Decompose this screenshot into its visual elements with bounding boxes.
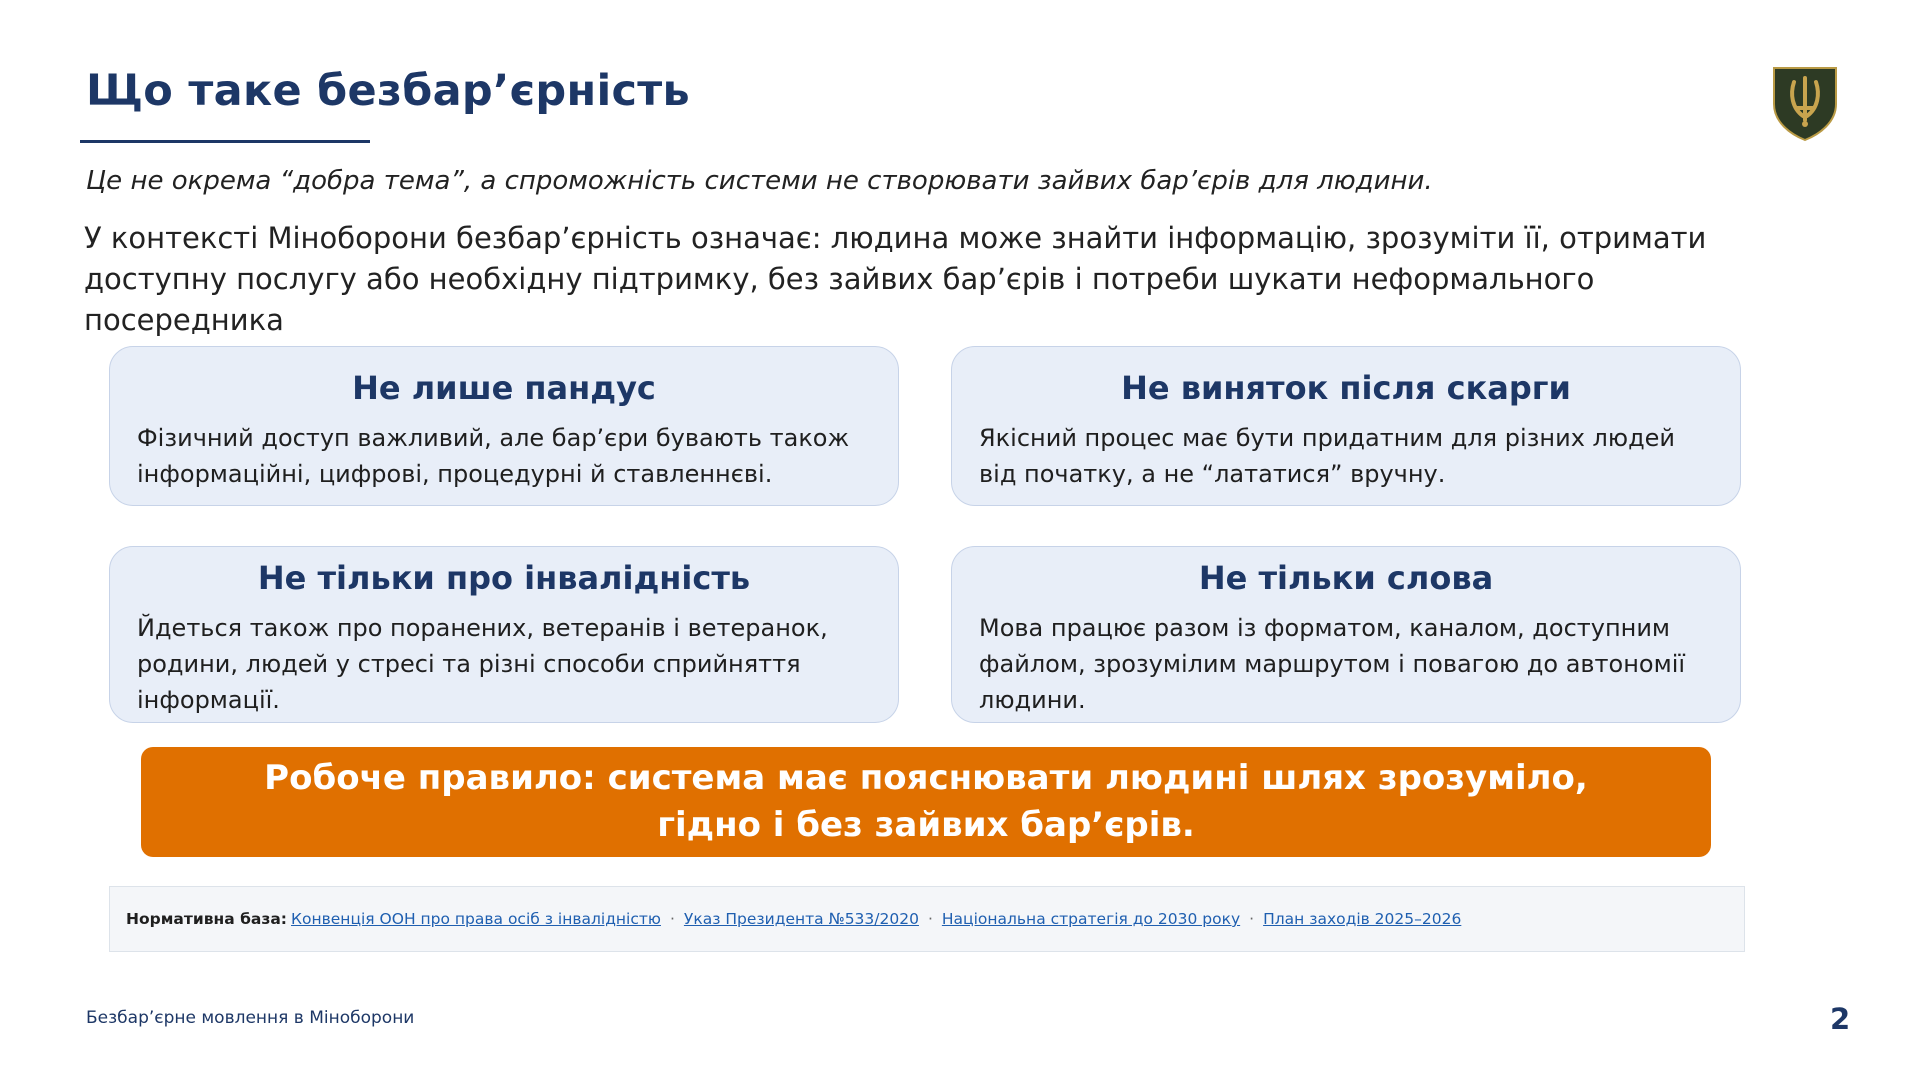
normative-base-bar xyxy=(109,886,1745,952)
footer-caption: Безбар’єрне мовлення в Міноборони xyxy=(86,1008,415,1028)
page-title: Що таке безбар’єрність xyxy=(86,66,691,116)
working-rule-banner xyxy=(141,747,1711,857)
card-line: людини. xyxy=(979,686,1086,714)
card-line: Йдеться також про поранених, ветеранів і ветеранок, xyxy=(137,614,828,642)
trident-shield-icon xyxy=(1770,64,1840,142)
link-presidential-decree[interactable]: Указ Президента №533/2020 xyxy=(683,910,919,928)
card-not-only-ramp xyxy=(109,346,899,506)
card-text xyxy=(979,420,1720,492)
link-action-plan[interactable]: План заходів 2025–2026 xyxy=(1263,910,1462,928)
card-title: Не тільки слова xyxy=(1198,559,1494,597)
rule-line: Робоче правило: система має пояснювати людині шлях зрозуміло, xyxy=(264,758,1588,798)
lead-line: доступну послугу або необхідну підтримку, без зайвих бар’єрів і потреби шукати неформального xyxy=(84,262,1595,296)
rule-line: гідно і без зайвих бар’єрів. xyxy=(657,805,1195,845)
card-line: Мова працює разом із форматом, каналом, доступним xyxy=(979,614,1671,642)
card-not-exception xyxy=(951,346,1741,506)
card-not-only-words xyxy=(951,546,1741,723)
card-line: інформаційні, цифрові, процедурні й ставленнєві. xyxy=(137,460,773,488)
separator: · xyxy=(669,910,675,928)
card-line: Фізичний доступ важливий, але бар’єри бувають також xyxy=(137,424,850,452)
card-text xyxy=(137,610,878,718)
lead-line: У контексті Міноборони безбар’єрність означає: людина може знайти інформацію, зрозуміти її, отримати xyxy=(84,221,1707,255)
card-line: інформації. xyxy=(137,686,280,714)
card-line: файлом, зрозумілим маршрутом і повагою до автономії xyxy=(979,650,1686,678)
card-text xyxy=(979,610,1720,718)
title-underline xyxy=(80,140,370,143)
subtitle: Це не окрема “добра тема”, а спроможність системи не створювати зайвих бар’єрів для людини. xyxy=(86,166,1433,196)
separator: · xyxy=(1249,910,1255,928)
refs-label: Нормативна база: xyxy=(126,910,288,928)
card-not-only-disability xyxy=(109,546,899,723)
lead-paragraph xyxy=(84,218,1784,341)
card-line: від початку, а не “лататися” вручну. xyxy=(979,460,1446,488)
separator: · xyxy=(927,910,933,928)
card-title: Не лише пандус xyxy=(352,369,656,407)
card-title: Не тільки про інвалідність xyxy=(257,559,751,597)
card-line: Якісний процес має бути придатним для різних людей xyxy=(979,424,1676,452)
card-line: родини, людей у стресі та різні способи сприйняття xyxy=(137,650,801,678)
card-title: Не виняток після скарги xyxy=(1121,369,1571,407)
link-un-convention[interactable]: Конвенція ООН про права осіб з інвалідністю xyxy=(291,910,661,928)
page-number: 2 xyxy=(1830,1002,1851,1036)
link-national-strategy[interactable]: Національна стратегія до 2030 року xyxy=(941,910,1241,928)
lead-line: посередника xyxy=(84,303,284,337)
card-text xyxy=(137,420,878,492)
